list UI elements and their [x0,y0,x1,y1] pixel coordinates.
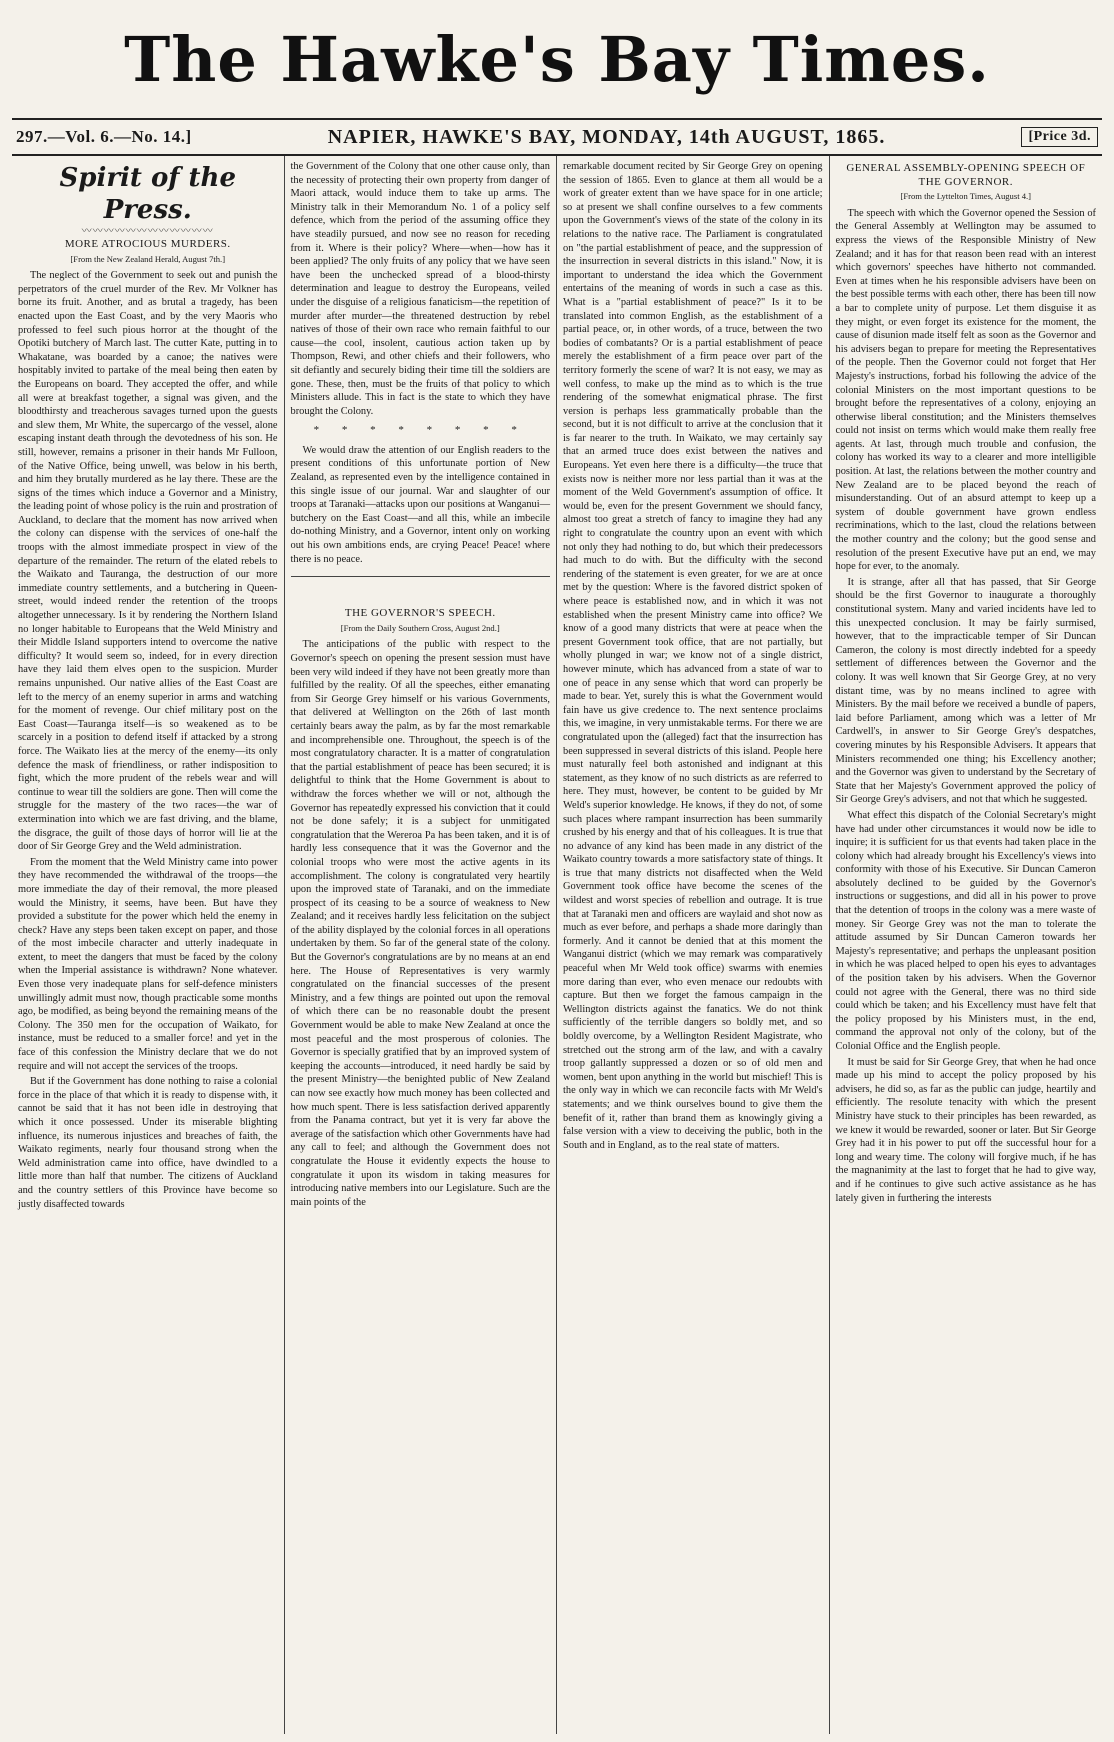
article-divider [291,576,551,605]
section-title: Spirit of the Press. [59,163,236,225]
column-4 [830,156,1103,1734]
article-paragraph: The neglect of the Government to seek out and punish the perpetrators of the cruel murder of the Rev. Mr Volkner has borne its fruit. Another, and as brutal a tragedy, has been enacted upon the East Coast, and by the very Maoris who professed to feel such pious horror at the thought of the Opotiki butchery of March last. The cutter Kate, putting in to Whakatane, was boarded by a canoe; the natives were hospitably invited to partake of the meal being then eaten by the Europeans on board. They accepted the offer, and while all were at breakfast together, a signal was given, and the bloodthirsty and treacherous savages turned upon the guests and slew them, Mr White, the supercargo of the vessel, alone escaping instant death through the devotedness of his son. He still, however, remains a prisoner in their hands Mr Fulloon, of the Native Office, being unwell, was below in his berth, and him they brutally murdered as he lay there. These are the signs of the times which induce a Governor and a Ministry, the leading point of whose policy is the ruin and prostration of Auckland, to declare that the moment has now arrived when the colony can dispense with the services of one-half the troops with the almost immediate prospect in view of the departure of the remainder. The return of the elated rebels to the Waikato and Tauranga, the destruction of our more immediate country settlements, and a butchering in Queen-street, would indeed render the retention of the troops altogether unnecessary. Is it by rendering the Northern Island no longer habitable to Europeans that the Weld Ministry and their Middle Island supporters intend to overcome the native difficulty? It would seem so, indeed, for in every direction have they laid them elves open to the suspicion. Murder remains unpunished. Our native allies of the East Coast are left to the mercy of an enemy superior in arms and watching for the moment of revenge. Our chief military post on the East Coast—Tauranga itself—is so weakened as to be scarcely in a position to defend itself if attacked by a strong force. The Waikato lies at the mercy of the enemy—its only defence the mask of friendliness, or rather indisposition to fight, which the more prudent of the rebels wear and will continue to wear till the soldiers are gone. Then will come the struggle for the mastery of the two races—the war of extermination into which we are fast driving, and the blame, the disgrace, the guilt of those days of horror will lie at the door of Sir George Grey and the Weld administration. [18,270,278,853]
columns [12,154,1102,1734]
price-box: [Price 3d. [1021,127,1098,147]
article-paragraph: What effect this dispatch of the Colonial Secretary's might have had under other circumstances it would now be idle to inquire; it is sufficient for us that events had taken place in the colony which had already brought his Excellency's views into conformity with those of his Executive. Sir Duncan Cameron absolutely declined to be guided by the Governor's instructions or suggestions, and did all in his power to prove that the detention of troops in the colony was a mere waste of money. Sir George Grey was not the man to tolerate the attitude assumed by Sir Duncan Cameron towards her Majesty's representative; and perhaps the unpleasant position in which he was placed helped to open his eyes to advantages of the position taken by his advisers. When the Governor could not agree with the General, there was no third side could which be taken; and his Excellency must have felt that the policy proposed by his Ministers must, in the end, command the approval not only of the colony, but of the Colonial Office and the English people. [835,809,1096,1052]
section-stars: * * * * * * * * [313,424,527,437]
column-1 [12,156,285,1734]
dateline [8,120,1106,154]
article-heading: GENERAL ASSEMBLY-OPENING SPEECH OF THE GOVERNOR. [846,162,1086,188]
article-paragraph: the Government of the Colony that one other cause only, than the necessity of protecting their own property from danger of Maori attack, would induce them to take up arms. The Ministry talk in their Memorandum No. 1 of a policy self defence, which from the period of the assuming office they have steadily pursued, and now see no reason for receding from it. Where is their policy? Where—when—how has it been applied? The only fruits of any policy that we have seen have been the unchecked spread of a blood-thirsty determination and league to destroy the Europeans, veiled under the disguise of a religious fanaticism—the repetition of murder after murder—the threatened destruction by rebel natives of those of their own race who remain faithful to our cause—the cool, insolent, cautious action taken up by Thompson, Rewi, and other chiefs and their followers, who sit defiantly and securely biding their time till the soldiers are gone. These, then, must be the fruits of that policy to which Ministers allude. This in fact is the state to which they have brought the Colony. [290,161,550,417]
article-paragraph: It is strange, after all that has passed, that Sir George should be the first Governor to inaugurate a thoroughly constitutional system. Many and varied incidents have led to this unexpected conclusion. It may be fairly surmised, however, that to the impracticable temper of Sir Duncan Cameron, the colony is most directly indebted for a speedy settlement of differences between the Governor and the colony. It was well known that Sir George Grey, at no very distant time, was by no means inclined to agree with Ministers. By the mail before we received a bundle of papers, laid before Parliament, among which was a letter of Mr Cardwell's, in answer to Sir George Grey's despatches, covering minutes by his Responsible Advisers. It appears that Ministers recommended one thing; his Excellency another; and the Governor was given to understand by the Secretary of State that her Majesty's Government approved the policy of Sir George Grey's advisers, and not that which he suggested. [835,576,1096,806]
ornament-rule: 〰〰〰〰〰〰〰〰〰〰〰〰 [81,226,214,237]
article-paragraph: But if the Government has done nothing to raise a colonial force in the place of that which it is ready to dispense with, it cannot be said that it has not been idle in destroying that which it once possessed. Under its miserable blighting influence, its numerous injustices and breaches of faith, the Waikato regiments, nearly four thousand strong when the Weld administration came into office, have dwindled to a little more than half that number. The citizens of Auckland and the country settlers of this Province have become so justly disaffected towards [18,1076,278,1210]
column-3 [557,156,830,1734]
column-2 [285,156,558,1734]
masthead-title: The Hawke's Bay Times. [124,22,990,96]
article-source: [From the Daily Southern Cross, August 2nd.] [340,622,500,633]
place-date: NAPIER, HAWKE'S BAY, MONDAY, 14th AUGUST, 1865. [327,125,886,148]
article-paragraph: It must be said for Sir George Grey, that when he had once made up his mind to accept the policy proposed by his advisers, he did so, as far as the public can judge, heartily and efficiently. The resolute tenacity with which the present Ministry have stuck to their principles has been rewarded, as we knew it would be rewarded, sooner or later. But Sir George Grey had it in his power to put off the successful hour for a long and weary time. The colony will forgive much, if he has the magnanimity at the last to forget that he had to give way, and if he continues to give such active assistance as he has lately given in furthering the interests [835,1056,1096,1204]
issue-number: 297.—Vol. 6.—No. 14.] [16,127,192,146]
article-heading: MORE ATROCIOUS MURDERS. [64,238,231,250]
article-paragraph: remarkable document recited by Sir George Grey on opening the session of 1865. Even to glance at them all would be a work of greater extent than we have space for in one article; so at present we shall confine ourselves to a few comments upon the Government's views of the state of the colony in its relations to the native race. The Parliament is congratulated on "the partial establishment of peace, and the suppression of the insurrection in several districts in this island." Now, it is important to understand the idea which the Government entertains of the meaning of words in such a case as this. What is a "partial establishment of peace?" Is it to be translated into common English, as the establishment of a partial peace, or, in other words, of a truce, between the two bodies of combatants? Or is a partial establishment of peace merely the establishment of a firm peace over part of the territory formerly the scene of war? It is not easy, we may as well confess, to make up the mind as to which is the true rendering of the somewhat enigmatical phrase. The first version is perhaps less grammatically probable than the second, but it is not difficult to arrive at the conclusion that it is far nearer to the truth. In Waikato, we may certainly say that an armed truce does exist between the natives and Europeans. Yet even here there is a difficulty—the truce that exists now is neither more nor less partial than it was at the moment of the Weld Government's assumption of office. It would be, even for the present Government we should fancy, almost too great a stretch of fancy to imagine they had any right to congratulate the country upon an event with which not only they had nothing to do, but which their predecessors had much to do with. But the difficulty with the second rendering of the statement is even greater, for we are at once met by the question: Where is the favored district spoken of where peace is established now, and in which it was not established when the present Ministry came into office? We know of a good many districts that were at peace when the present Government took office, that are not partially, but wholly plunged in war; we know not of a single district, however minute, which has advanced from a state of war to one of peace in any sense which that word can properly be made to bear. Yet, surely this is what the Government would fain have us give credence to. The next sentence proclaims this, we imagine, in very unmistakable terms. For there we are congratulated upon the (alleged) fact that the insurrection has been suppressed in several districts of this island. People here must naturally feel both astonished and indignant at this statement, as they know of no such districts as are referred to here. They must, however, be content to be guided by Mr Weld's superior knowledge. He knows, if they do not, of some such places where rampant insurrection has been summarily crushed by his energy and that of his colleagues. It is true that no advance of any kind has been made in any district of the Waikato country towards a more satisfactory state of things. It is true that many districts not disaffected when the Weld Government took office have become the scenes of the wildest and worst species of rebellion and outrage. It is true that at Taranaki men and officers are waylaid and shot now as much as ever before, and perhaps a shade more daringly than formerly. And it cannot be denied that at this moment the Wanganui district (which we may remark was comparatively peaceful when Mr Weld took office) swarms with enemies more daring than ever, who even menace our redoubts with capture. But then we forget the famous campaign in the Wellington districts against the fanatics. We do not think sufficiently of the terrible dangers so boldly met, and so boldly overcome, by a Wellington Resident Magistrate, who stretched out the strong arm of the law, and with a cavalry troop gallantly suppressed a dozen or so of old men and women, bent upon anything in the world but mischief! This is the only way in which we can reconcile facts with Mr Weld's statements; and we think ourselves bound to give them the benefit of it, rather than brand them as knowingly giving a false version with a view to deceiving the public, both in the South and in England, as to the real state of matters. [563,161,823,1151]
article-paragraph: The speech with which the Governor opened the Session of the General Assembly at Wellington may be assumed to express the views of the Responsible Ministry of New Zealand; and it has for that reason been read with an interest which governors' speeches have hitherto not commanded. Even at times when he his responsible advisers have been on the best possible terms with each other, there has been till now a bar to complete unity of purpose. Let them disguise it as they might, or even forget its existence for the moment, the cause of disunion made itself felt as soon as the Governor and his advisers began to prepare for meeting the Representatives of the people. Then the Governor could not forget that Her Majesty's instructions, forbad his following the advice of the colonial Ministers on the most important questions to be brought before the representatives of a colony, enjoying an otherwise liberal constitution; and the Ministers themselves could not insist on terms which would make them really free agents. At last, through much trouble and confusion, the colony has worked its way to a clearer and more intelligible position. At last, the relations between the mother country and New Zealand are to be placed beyond the reach of misunderstanding. Out of an absurd attempt to keep up a system of double government have grown endless recriminations, which to the last, cloud the relations between the mother country and the colony; but the good sense and resolution of the present Executive have put an end, we may hope for ever, to the anomaly. [835,207,1096,573]
article-source: [From the Lyttelton Times, August 4.] [900,191,1032,202]
article-paragraph: The anticipations of the public with respect to the Governor's speech on opening the present session must have been very wild indeed if they have not been greatly more than fulfilled by the reality. Of all the speeches, either emanating from Sir George Grey himself or his various Governments, that delivered at Wellington on the 26th of last month certainly bears away the palm, as by far the most remarkable and incomprehensible one. Throughout, the speech is of the most congratulatory character. It is a matter of congratulation that the partial establishment of peace has been secured; it is delightful to think that the Home Government is about to withdraw the forces whether we will or not, although the Governor has repeatedly expressed his conviction that it could not be done safely; it is a subject for unmitigated congratulation that the Wereroa Pa has been taken, and it is of hardly less consequence that it was the Governor and the colonial troops who were most the active agents in its accomplishment. The colony is congratulated very heartily upon the improved state of Taranaki, and on the immediate prospect of its ceasing to be a source of weakness to New Zealand; and it receives hardly less felicitation on the subject of the ability displayed by the colonial forces in all operations undertaken by them. So far of the general state of the colony. But the Governor's congratulations are by no means at an end here. The House of Representatives is very warmly congratulated on the financial successes of the present Ministry, and a few things are pointed out upon the removal of which there can be no reasonable doubt the present Government would be able to make New Zealand at once the most peaceful and the most prosperous of colonies. The Governor is specially gratified that by an improved system of keeping the accounts—introduced, it need hardly be said by the present Ministry—the benighted public of New Zealand can now see exactly how much money has been collected and how much spent. There is less satisfaction derived apparently from the Panama contract, but yet it is very far above the average of the satisfaction which other Governments have had any call to feel; and although the Government does not congratulate the House it evidently expects the house to congratulate it upon its wisdom in taking measures for introducing native members into our Legislature. Such are the main points of the [290,639,550,1208]
article-paragraph: We would draw the attention of our English readers to the present conditions of this unfortunate portion of New Zealand, as represented even by the intelligence contained in this single issue of our journal. War and slaughter of our troops at Taranaki—attacks upon our positions at Wanganui—butchery on the East Coast—and all this, while an imbecile do-nothing Ministry, and a Governor, intent only on working out his own ambitions ends, are crying Peace! Peace! where there is no peace. [290,444,550,565]
article-heading: THE GOVERNOR'S SPEECH. [344,607,496,620]
article-source: [From the New Zealand Herald, August 7th.] [70,253,226,264]
article-paragraph: From the moment that the Weld Ministry came into power they have recommended the withdrawal of the troops—the more immediate the day of their removal, the more pleased would the Ministry, it seems, have been. But have they provided a substitute for the power which held the enemy in check? Have any steps been taken except on paper, and those of the most imbecile character and utterly inadequate in extent, to meet the dangers that must be faced by the colony when the Imperial assistance is withdrawn? None whatever. Even those very inadequate plans for self-defence ministers unwillingly admit must now, though practicable some months ago, be modified, as being beyond the remaining means of the Colony. The 350 men for the occupation of Waikato, for instance, must be reduced to a smaller force! and yet in the face of this confession the Ministry declare that we do not require and will not accept the services of the troops. [18,856,278,1072]
